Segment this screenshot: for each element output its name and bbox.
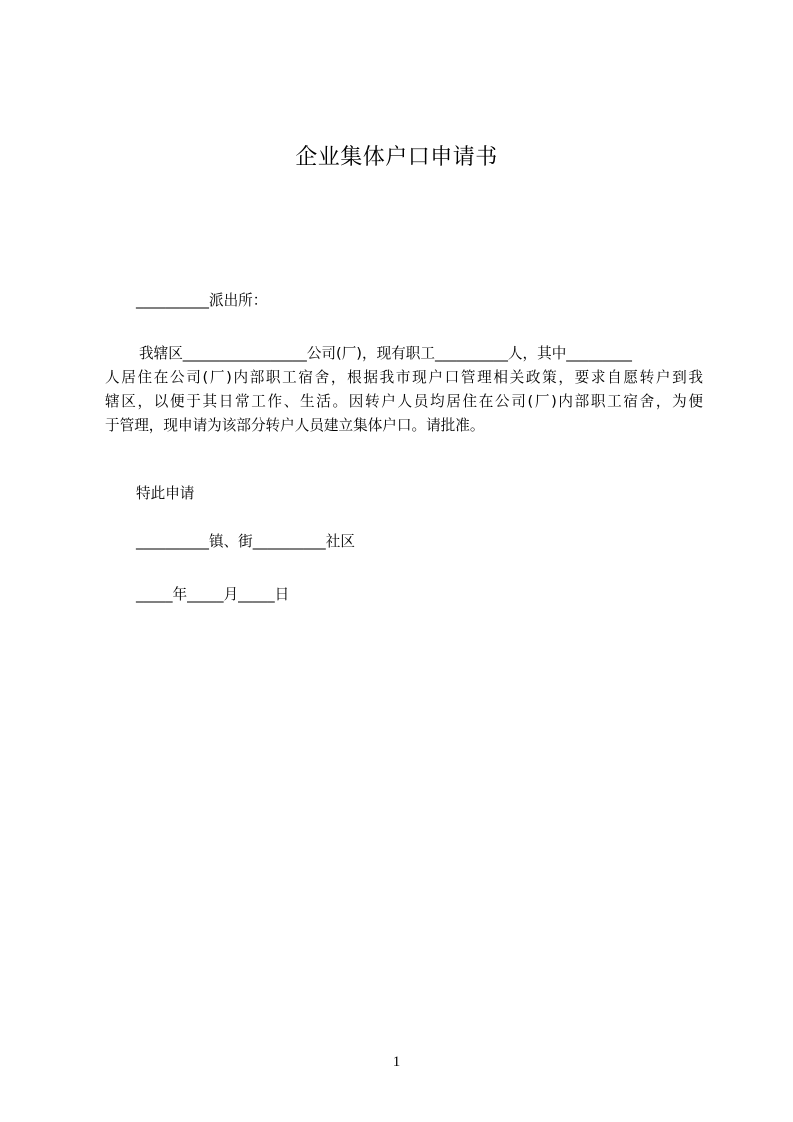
- document-title: 企业集体户口申请书: [295, 145, 498, 170]
- location-line: __________镇、街__________社区: [136, 533, 355, 550]
- body-line-3: 辖区，以便于其日常工作、生活。因转户人员均居住在公司(厂)内部职工宿舍，为便: [105, 393, 703, 410]
- closing-greeting: 特此申请: [136, 485, 195, 502]
- body-line-2: 人居住在公司(厂)内部职工宿舍，根据我市现户口管理相关政策，要求自愿转户到我: [105, 369, 703, 386]
- body-line-4: 于管理，现申请为该部分转户人员建立集体户口。请批准。: [105, 417, 485, 434]
- date-line: _____年_____月_____日: [136, 586, 290, 603]
- addressee-line: __________派出所：: [136, 292, 268, 309]
- body-paragraph: [105, 342, 703, 438]
- page-number: 1: [392, 1054, 401, 1070]
- body-line-1: 我辖区_________________公司(厂)，现有职工__________人，其中_________: [139, 345, 632, 362]
